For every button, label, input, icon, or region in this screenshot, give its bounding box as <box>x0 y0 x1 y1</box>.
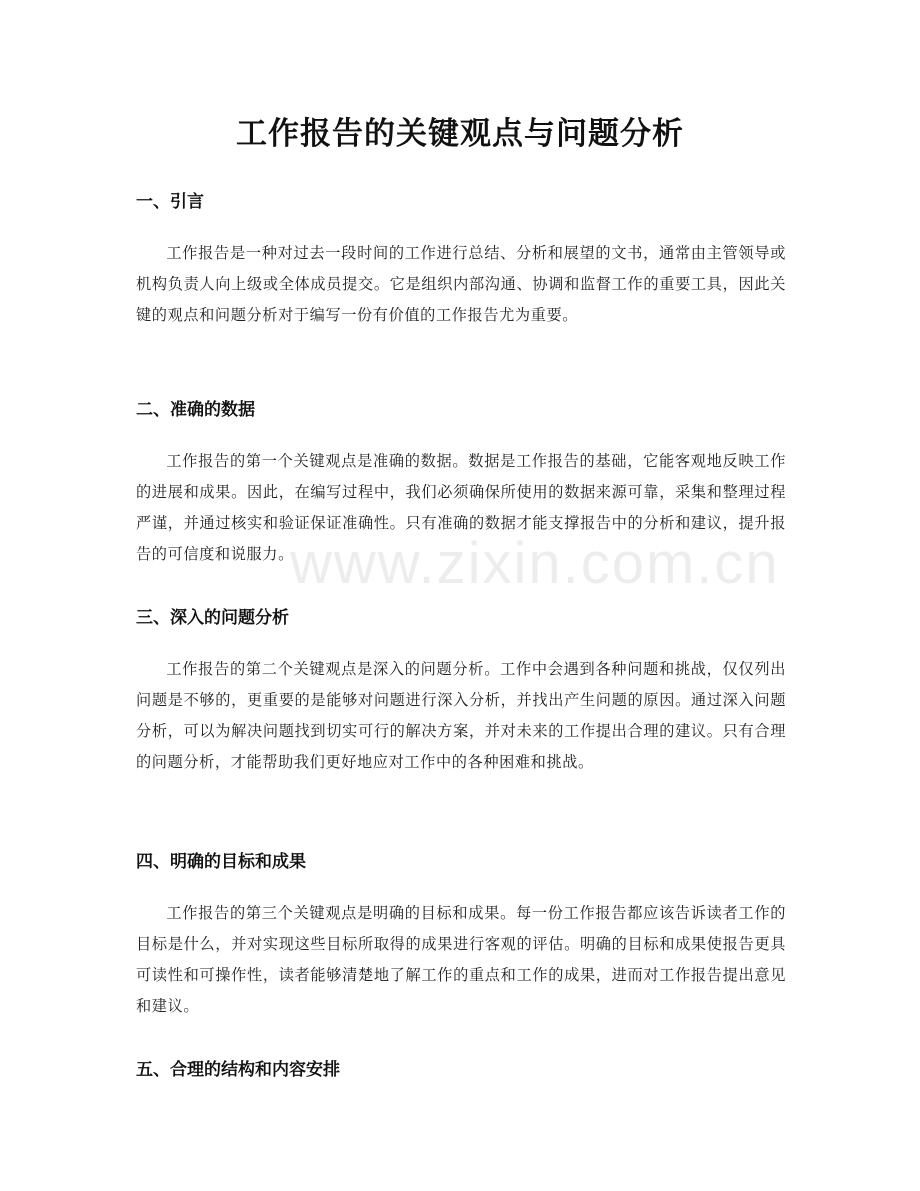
section-problem-analysis <box>136 606 786 778</box>
section-paragraph: 工作报告是一种对过去一段时间的工作进行总结、分析和展望的文书，通常由主管领导或机构负责人向上级或全体成员提交。它是组织内部沟通、协调和监督工作的重要工具，因此关键的观点和问题分析对于编写一份有价值的工作报告尤为重要。 <box>136 244 786 324</box>
document-title: 工作报告的关键观点与问题分析 <box>236 116 684 152</box>
section-heading: 五、合理的结构和内容安排 <box>136 1060 340 1080</box>
section-accurate-data <box>136 398 786 570</box>
section-paragraph: 工作报告的第一个关键观点是准确的数据。数据是工作报告的基础，它能客观地反映工作的进展和成果。因此，在编写过程中，我们必须确保所使用的数据来源可靠，采集和整理过程严谨，并通过核实和验证保证准确性。只有准确的数据才能支撑报告中的分析和建议，提升报告的可信度和说服力。 <box>136 452 786 563</box>
section-heading: 二、准确的数据 <box>136 400 255 420</box>
section-heading: 一、引言 <box>136 192 204 212</box>
section-paragraph: 工作报告的第三个关键观点是明确的目标和成果。每一份工作报告都应该告诉读者工作的目标是什么，并对实现这些目标所取得的成果进行客观的评估。明确的目标和成果使报告更具可读性和可操作性，读者能够清楚地了解工作的重点和工作的成果，进而对工作报告提出意见和建议。 <box>136 904 786 1015</box>
section-heading: 四、明确的目标和成果 <box>136 852 306 872</box>
section-heading: 三、深入的问题分析 <box>136 608 289 628</box>
section-goals-results <box>136 850 786 1022</box>
watermark: www.zixin.com.cn <box>290 531 780 596</box>
section-introduction <box>136 190 786 331</box>
section-structure <box>136 1058 786 1082</box>
section-paragraph: 工作报告的第二个关键观点是深入的问题分析。工作中会遇到各种问题和挑战，仅仅列出问题是不够的，更重要的是能够对问题进行深入分析，并找出产生问题的原因。通过深入问题分析，可以为解决问题找到切实可行的解决方案，并对未来的工作提出合理的建议。只有合理的问题分析，才能帮助我们更好地应对工作中的各种困难和挑战。 <box>136 660 786 771</box>
